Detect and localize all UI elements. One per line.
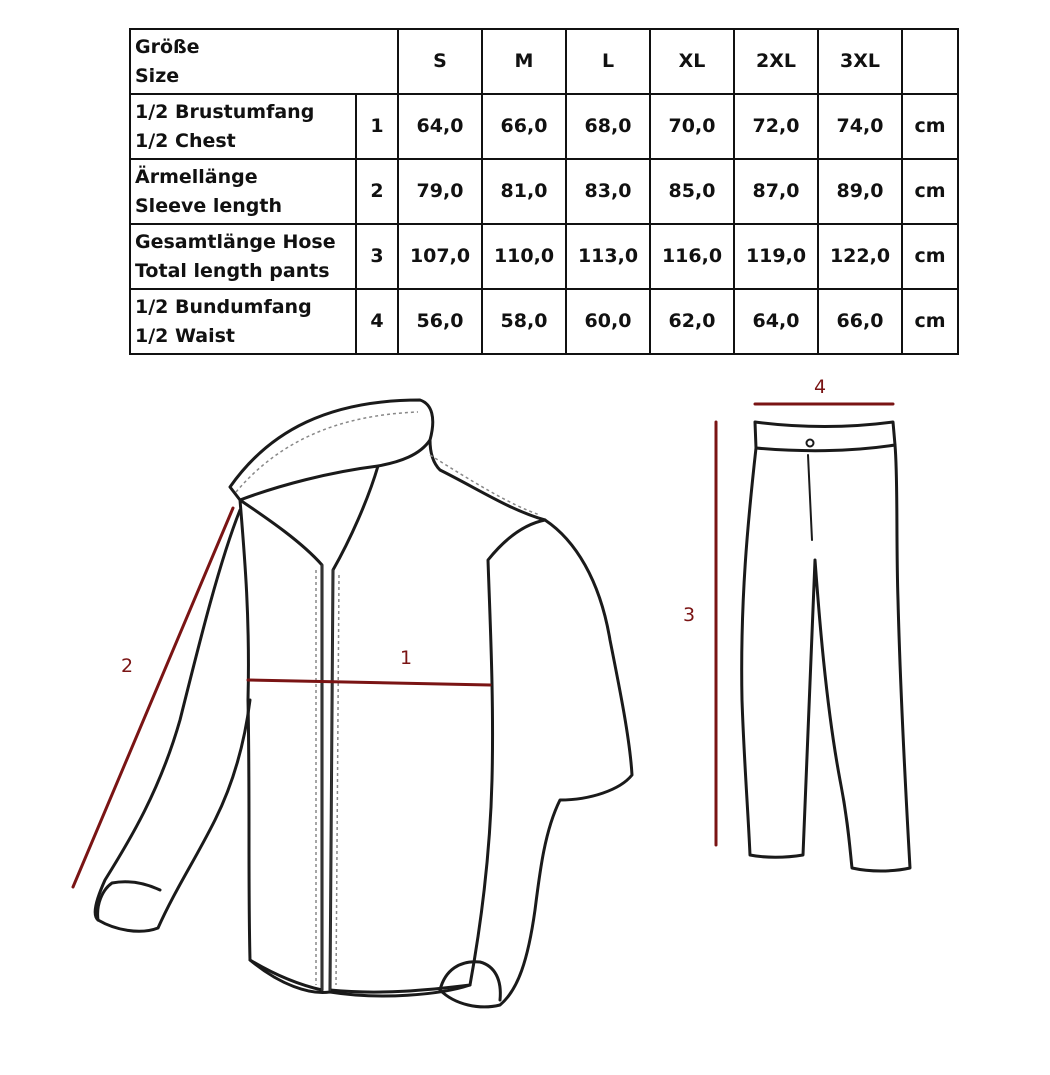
- jacket-right-panel: [330, 440, 545, 992]
- pants-fly: [808, 455, 812, 540]
- header-label-en: Size: [135, 64, 180, 87]
- cell-value: 122,0: [818, 224, 902, 289]
- row-label-de: Gesamtlänge Hose: [135, 230, 336, 253]
- row-unit: cm: [902, 159, 958, 224]
- size-s: S: [398, 29, 482, 94]
- cell-value: 107,0: [398, 224, 482, 289]
- row-unit: cm: [902, 224, 958, 289]
- row-label-en: Sleeve length: [135, 194, 282, 217]
- cell-value: 110,0: [482, 224, 566, 289]
- cell-value: 81,0: [482, 159, 566, 224]
- size-3xl: 3XL: [818, 29, 902, 94]
- jacket-drawing: [95, 400, 632, 1007]
- cell-value: 85,0: [650, 159, 734, 224]
- waist-marker: 4: [813, 376, 827, 398]
- left-cuff: [98, 882, 160, 920]
- row-label-de: 1/2 Bundumfang: [135, 295, 312, 318]
- row-label-en: 1/2 Waist: [135, 324, 236, 347]
- row-label-en: 1/2 Chest: [135, 129, 236, 152]
- row-label-de: 1/2 Brustumfang: [135, 100, 315, 123]
- cell-value: 72,0: [734, 94, 818, 159]
- size-2xl: 2XL: [734, 29, 818, 94]
- size-l: L: [566, 29, 650, 94]
- chest-measure-line: [248, 680, 490, 685]
- zipper-stitch: [316, 570, 339, 985]
- cell-value: 62,0: [650, 289, 734, 354]
- pants-drawing: [742, 422, 910, 871]
- sleeve-marker: 2: [120, 655, 134, 677]
- row-unit: cm: [902, 289, 958, 354]
- cell-value: 58,0: [482, 289, 566, 354]
- chest-marker: 1: [399, 647, 413, 669]
- collar-stitch: [236, 412, 418, 492]
- cell-value: 89,0: [818, 159, 902, 224]
- row-label-de: Ärmellänge: [135, 165, 258, 188]
- cell-value: 68,0: [566, 94, 650, 159]
- right-sleeve: [440, 520, 632, 1007]
- cell-value: 116,0: [650, 224, 734, 289]
- cell-value: 79,0: [398, 159, 482, 224]
- cell-value: 119,0: [734, 224, 818, 289]
- cell-value: 83,0: [566, 159, 650, 224]
- left-sleeve: [95, 510, 250, 931]
- cell-value: 66,0: [482, 94, 566, 159]
- measurement-lines: [73, 404, 893, 887]
- size-xl: XL: [650, 29, 734, 94]
- size-m: M: [482, 29, 566, 94]
- cell-value: 56,0: [398, 289, 482, 354]
- row-index: 2: [356, 159, 398, 224]
- pants-waistband: [755, 422, 895, 451]
- pants-button: [807, 440, 814, 447]
- row-index: 4: [356, 289, 398, 354]
- header-label-de: Größe: [135, 35, 200, 58]
- pants-legs: [742, 445, 910, 871]
- cell-value: 87,0: [734, 159, 818, 224]
- collar-outline: [230, 400, 433, 500]
- cell-value: 64,0: [398, 94, 482, 159]
- shoulder-stitch: [430, 455, 540, 515]
- cell-value: 66,0: [818, 289, 902, 354]
- cell-value: 74,0: [818, 94, 902, 159]
- jacket-left-panel: [240, 500, 322, 990]
- row-index: 1: [356, 94, 398, 159]
- cell-value: 113,0: [566, 224, 650, 289]
- cell-value: 64,0: [734, 289, 818, 354]
- row-label-en: Total length pants: [135, 259, 330, 282]
- row-index: 3: [356, 224, 398, 289]
- pants-length-marker: 3: [682, 604, 696, 626]
- row-unit: cm: [902, 94, 958, 159]
- cell-value: 60,0: [566, 289, 650, 354]
- cell-value: 70,0: [650, 94, 734, 159]
